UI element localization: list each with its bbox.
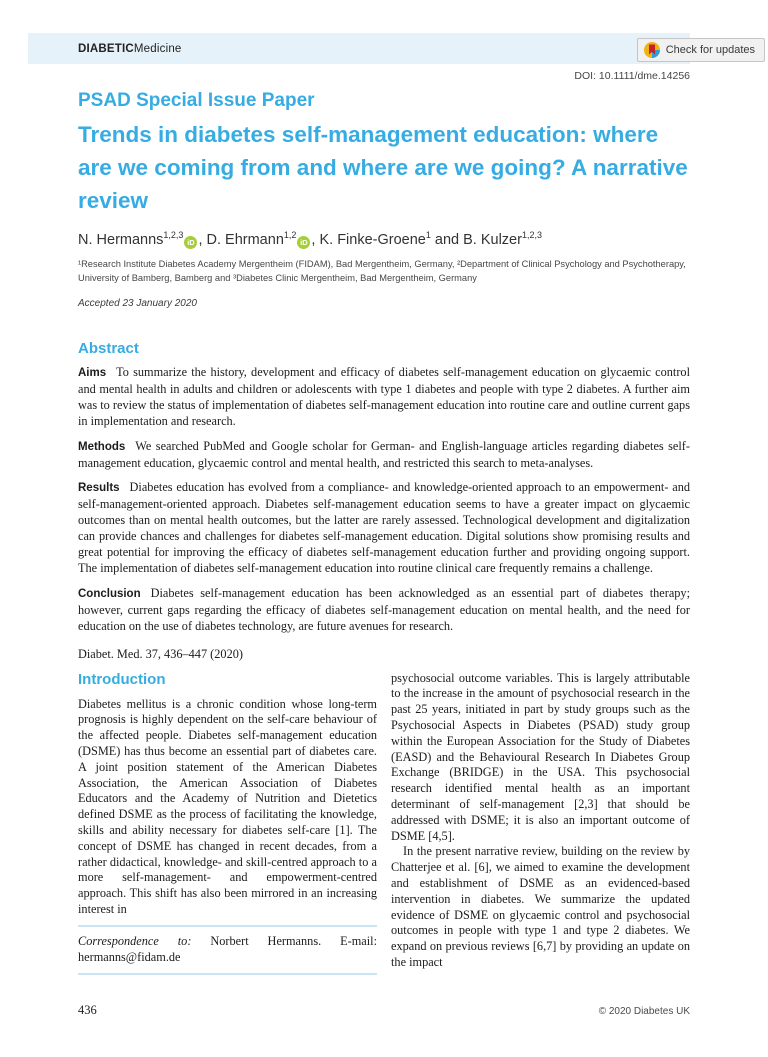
correspondence-note: Correspondence to: Norbert Hermanns. E-mail: hermanns@fidam.de [78,933,377,964]
correspondence-box [78,925,377,976]
right-column [391,671,690,976]
abstract-heading: Abstract [78,340,139,357]
author: N. Hermanns$^{1,2,3}$ [78,230,184,248]
copyright-text: © 2020 Diabetes UK [598,1006,690,1017]
left-column [78,671,377,976]
author-separator: , [198,232,207,248]
article-content [0,90,768,975]
page-number: 436 [78,1003,97,1017]
introduction-paragraph: In the present narrative review, building on the review by Chatterjee et al. [6], we aimed to examine the development and establishment of DSME as an evidenced-based intervention in diabetes. We summarize the updated evidence of DSME on glycaemic control and psychosocial outcomes in people with type 1 and type 2 diabetes. We expand on previous reviews [6,7] by providing an update on the impact [391,844,690,969]
check-for-updates-label: Check for updates [665,44,755,56]
orcid-icon[interactable]: iD [297,236,310,249]
abstract-aims: Aims To summarize the history, development and efficacy of diabetes self-management education on glycaemic control and mental health in adults and children or adolescents with type 1 diabetes and people with type 2 diabetes. A further aim was to review the status of implementation of diabetes self-management education into routine care and outline current gaps in implementation and research. [78,365,690,428]
page-footer [78,1003,690,1018]
author-line [78,232,690,249]
article-category: PSAD Special Issue Paper [78,90,315,111]
abstract-conclusion: Conclusion Diabetes self-management education has been acknowledged as an essential part of diabetes therapy; however, current gaps regarding the efficacy of diabetes self-management education on mental health, and the need for education on the use of diabetes technology, are future avenues for research. [78,585,690,633]
introduction-heading: Introduction [78,670,166,688]
journal-brand-bold: DIABETIC [78,42,134,55]
citation-line: Diabet. Med. 37, 436–447 (2020) [78,646,243,661]
abstract-methods: Methods We searched PubMed and Google scholar for German- and English-language articles regarding diabetes self-management education, glycaemic control and mental health, and restricted this search to meta-analyses. [78,438,690,470]
author: B. Kulzer$^{1,2,3}$ [463,230,542,248]
article-title: Trends in diabetes self-management education: where are we coming from and where are we going? A narrative review [78,122,688,213]
journal-brand [78,43,182,55]
journal-brand-regular: Medicine [133,42,182,55]
journal-masthead-band [28,33,690,64]
orcid-icon[interactable]: iD [184,236,197,249]
accepted-date: Accepted 23 January 2020 [78,298,197,309]
check-for-updates-button[interactable] [637,38,765,62]
doi-text: DOI: 10.1111/dme.14256 [574,70,690,82]
crossmark-icon [644,42,660,58]
author: D. Ehrmann$^{1,2}$ [206,230,297,248]
author-separator: , [311,232,320,248]
author: K. Finke-Groene$^1$ [319,230,431,248]
abstract-body [78,365,690,635]
introduction-paragraph: Diabetes mellitus is a chronic condition whose long-term prognosis is highly dependent on the self-care behaviour of the affected people. Diabetes self-management education (DSME) has thus become an essential part of diabetes care. A joint position statement of the American Diabetes Association, the American Association of Diabetes Educators and the Academy of Nutrition and Dietetics defined DSME as the process of facilitating the knowledge, skills and ability necessary for diabetes self-care [1]. The concept of DSME has changed in recent decades, from a rather didactical, knowledge- and skill-centred approach to a more self-management- and empowerment-centred approach. This shift has also been mirrored in an increasing interest in [78,696,377,916]
two-column-body [78,671,690,976]
abstract-results: Results Diabetes education has evolved from a compliance- and knowledge-oriented approach to an empowerment- and self-management-oriented approach. Diabetes self-management education seems to have a greater impact on glycaemic outcomes than on mental health outcomes, but the latter are rarely assessed. Technological development and digitalization can provide chances and challenges for diabetes self-management education. Digital solutions show promising results and great potential for improving the efficacy of diabetes self-management education further and providing ongoing support. The implementation of diabetes self-management education into routine clinical care frequently remains a challenge. [78,480,690,575]
affiliations: ¹Research Institute Diabetes Academy Mergentheim (FIDAM), Bad Mergentheim, Germany, ²Department of Clinical Psychology and Psychotherapy, University of Bamberg, Bamberg and ³Diabetes Clinic Mergentheim, Bad Mergentheim, Germany [78,259,686,283]
author-separator: and [430,232,464,248]
introduction-paragraph: psychosocial outcome variables. This is largely attributable to the increase in the amount of psychosocial research in the past 25 years, initiated in part by study groups such as the Psychosocial Aspects in Diabetes (PSAD) study group within the European Association for the Study of Diabetes (EASD) and the Behavioural Research In Diabetes Group Exchange (BRIDGE) in the USA. This psychosocial research identified mental health as an important determinant of self-management [2,3] that should be addressed with DSME; it is also an important outcome of DSME [4,5]. [391,670,690,843]
